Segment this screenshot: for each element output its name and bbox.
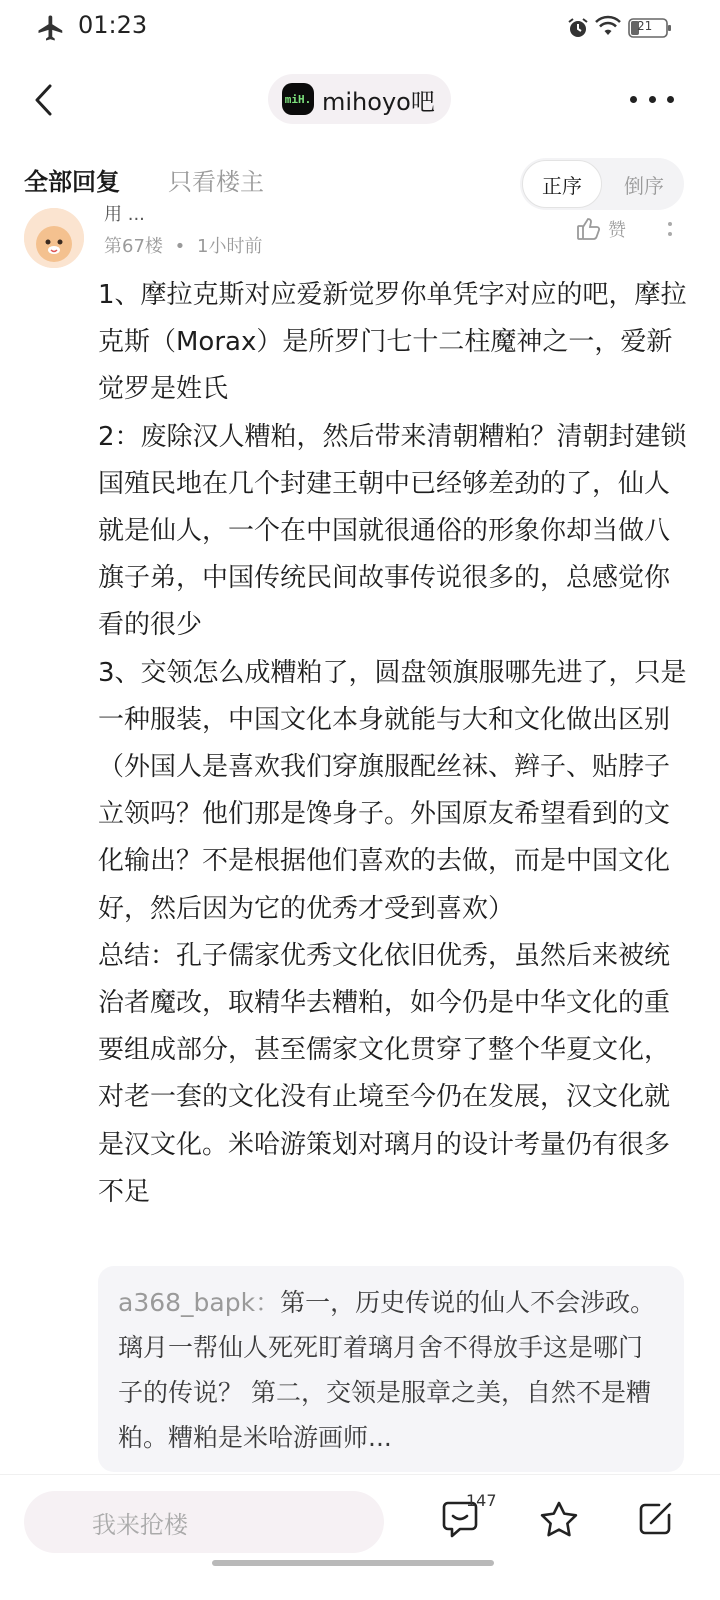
forum-title-pill[interactable]	[268, 74, 451, 124]
forum-logo: miH.	[282, 83, 314, 115]
more-dots-icon[interactable]	[630, 88, 674, 110]
post-time: 1小时前	[197, 236, 263, 257]
post-more-icon[interactable]	[660, 216, 680, 242]
post-paragraph: 3、交领怎么成糟粕了，圆盘领旗服哪先进了，只是一种服装，中国文化本身就能与大和文化做出区别（外国人是喜欢我们穿旗服配丝袜、辫子、贴脖子立领吗？他们那是馋身子。外国原友希望看到的文化输出？不是根据他们喜欢的去做，而是中国文化好，然后因为它的优秀才受到喜欢）	[98, 657, 687, 924]
alarm-icon	[566, 16, 590, 40]
meta-separator: •	[174, 236, 186, 257]
username[interactable]: 用 ...	[104, 204, 145, 225]
post-paragraph: 总结：孔子儒家优秀文化依旧优秀，虽然后来被统治者魔改，取精华去糟粕，如今仍是中华文化的重要组成部分，甚至儒家文化贯穿了整个华夏文化，对老一套的文化没有止境至今仍在发展，汉文化就是汉文化。米哈游策划对璃月的设计考量仍有很多不足	[98, 940, 671, 1207]
battery-level: 21	[637, 19, 653, 33]
share-icon[interactable]	[637, 1499, 675, 1537]
comment-count: 147	[466, 1491, 497, 1510]
reply-input[interactable]: 我来抢楼	[24, 1491, 384, 1553]
avatar-image	[24, 208, 84, 268]
status-time: 01:23	[78, 11, 148, 39]
top-header	[0, 66, 720, 132]
avatar[interactable]	[24, 208, 84, 268]
wifi-icon	[594, 14, 622, 38]
order-desc-button[interactable]: 倒序	[624, 173, 664, 198]
sub-reply-text: 第一，历史传说的仙人不会涉政。璃月一帮仙人死死盯着璃月舍不得放手这是哪门子的传说？ 第二，交领是服章之美，自然不是糟粕。糟粕是米哈游画师...	[118, 1288, 656, 1452]
post-content	[98, 272, 690, 1216]
thumb-up-icon	[576, 217, 602, 241]
floor-number: 第67楼	[104, 236, 163, 257]
bottom-bar	[0, 1474, 720, 1600]
order-switch	[520, 158, 684, 210]
forum-name: mihoyo吧	[322, 87, 435, 116]
like-label: 赞	[608, 220, 626, 241]
post-paragraph: 1、摩拉克斯对应爱新觉罗你单凭字对应的吧，摩拉克斯（Morax）是所罗门七十二柱魔神之一，爱新觉罗是姓氏	[98, 280, 687, 405]
order-asc-button[interactable]: 正序	[522, 160, 602, 208]
reply-post	[0, 204, 720, 1472]
post-paragraph: 2：废除汉人糟粕，然后带来清朝糟粕？清朝封建锁国殖民地在几个封建王朝中已经够差劲的了，仙人就是仙人，一个在中国就很通俗的形象你却当做八旗子弟，中国传统民间故事传说很多的，总感觉你看的很少	[98, 421, 687, 641]
chevron-left-icon[interactable]	[22, 78, 66, 122]
tab-only-op[interactable]: 只看楼主	[168, 168, 264, 196]
like-button[interactable]	[576, 216, 626, 242]
star-icon[interactable]	[538, 1499, 580, 1541]
home-indicator	[212, 1560, 494, 1566]
post-meta	[104, 232, 262, 258]
status-bar	[0, 0, 720, 56]
sub-reply-box[interactable]	[98, 1266, 684, 1472]
sub-reply-user[interactable]: a368_bapk：	[118, 1288, 281, 1317]
tab-all-replies[interactable]: 全部回复	[24, 168, 120, 196]
airplane-icon	[36, 13, 66, 43]
